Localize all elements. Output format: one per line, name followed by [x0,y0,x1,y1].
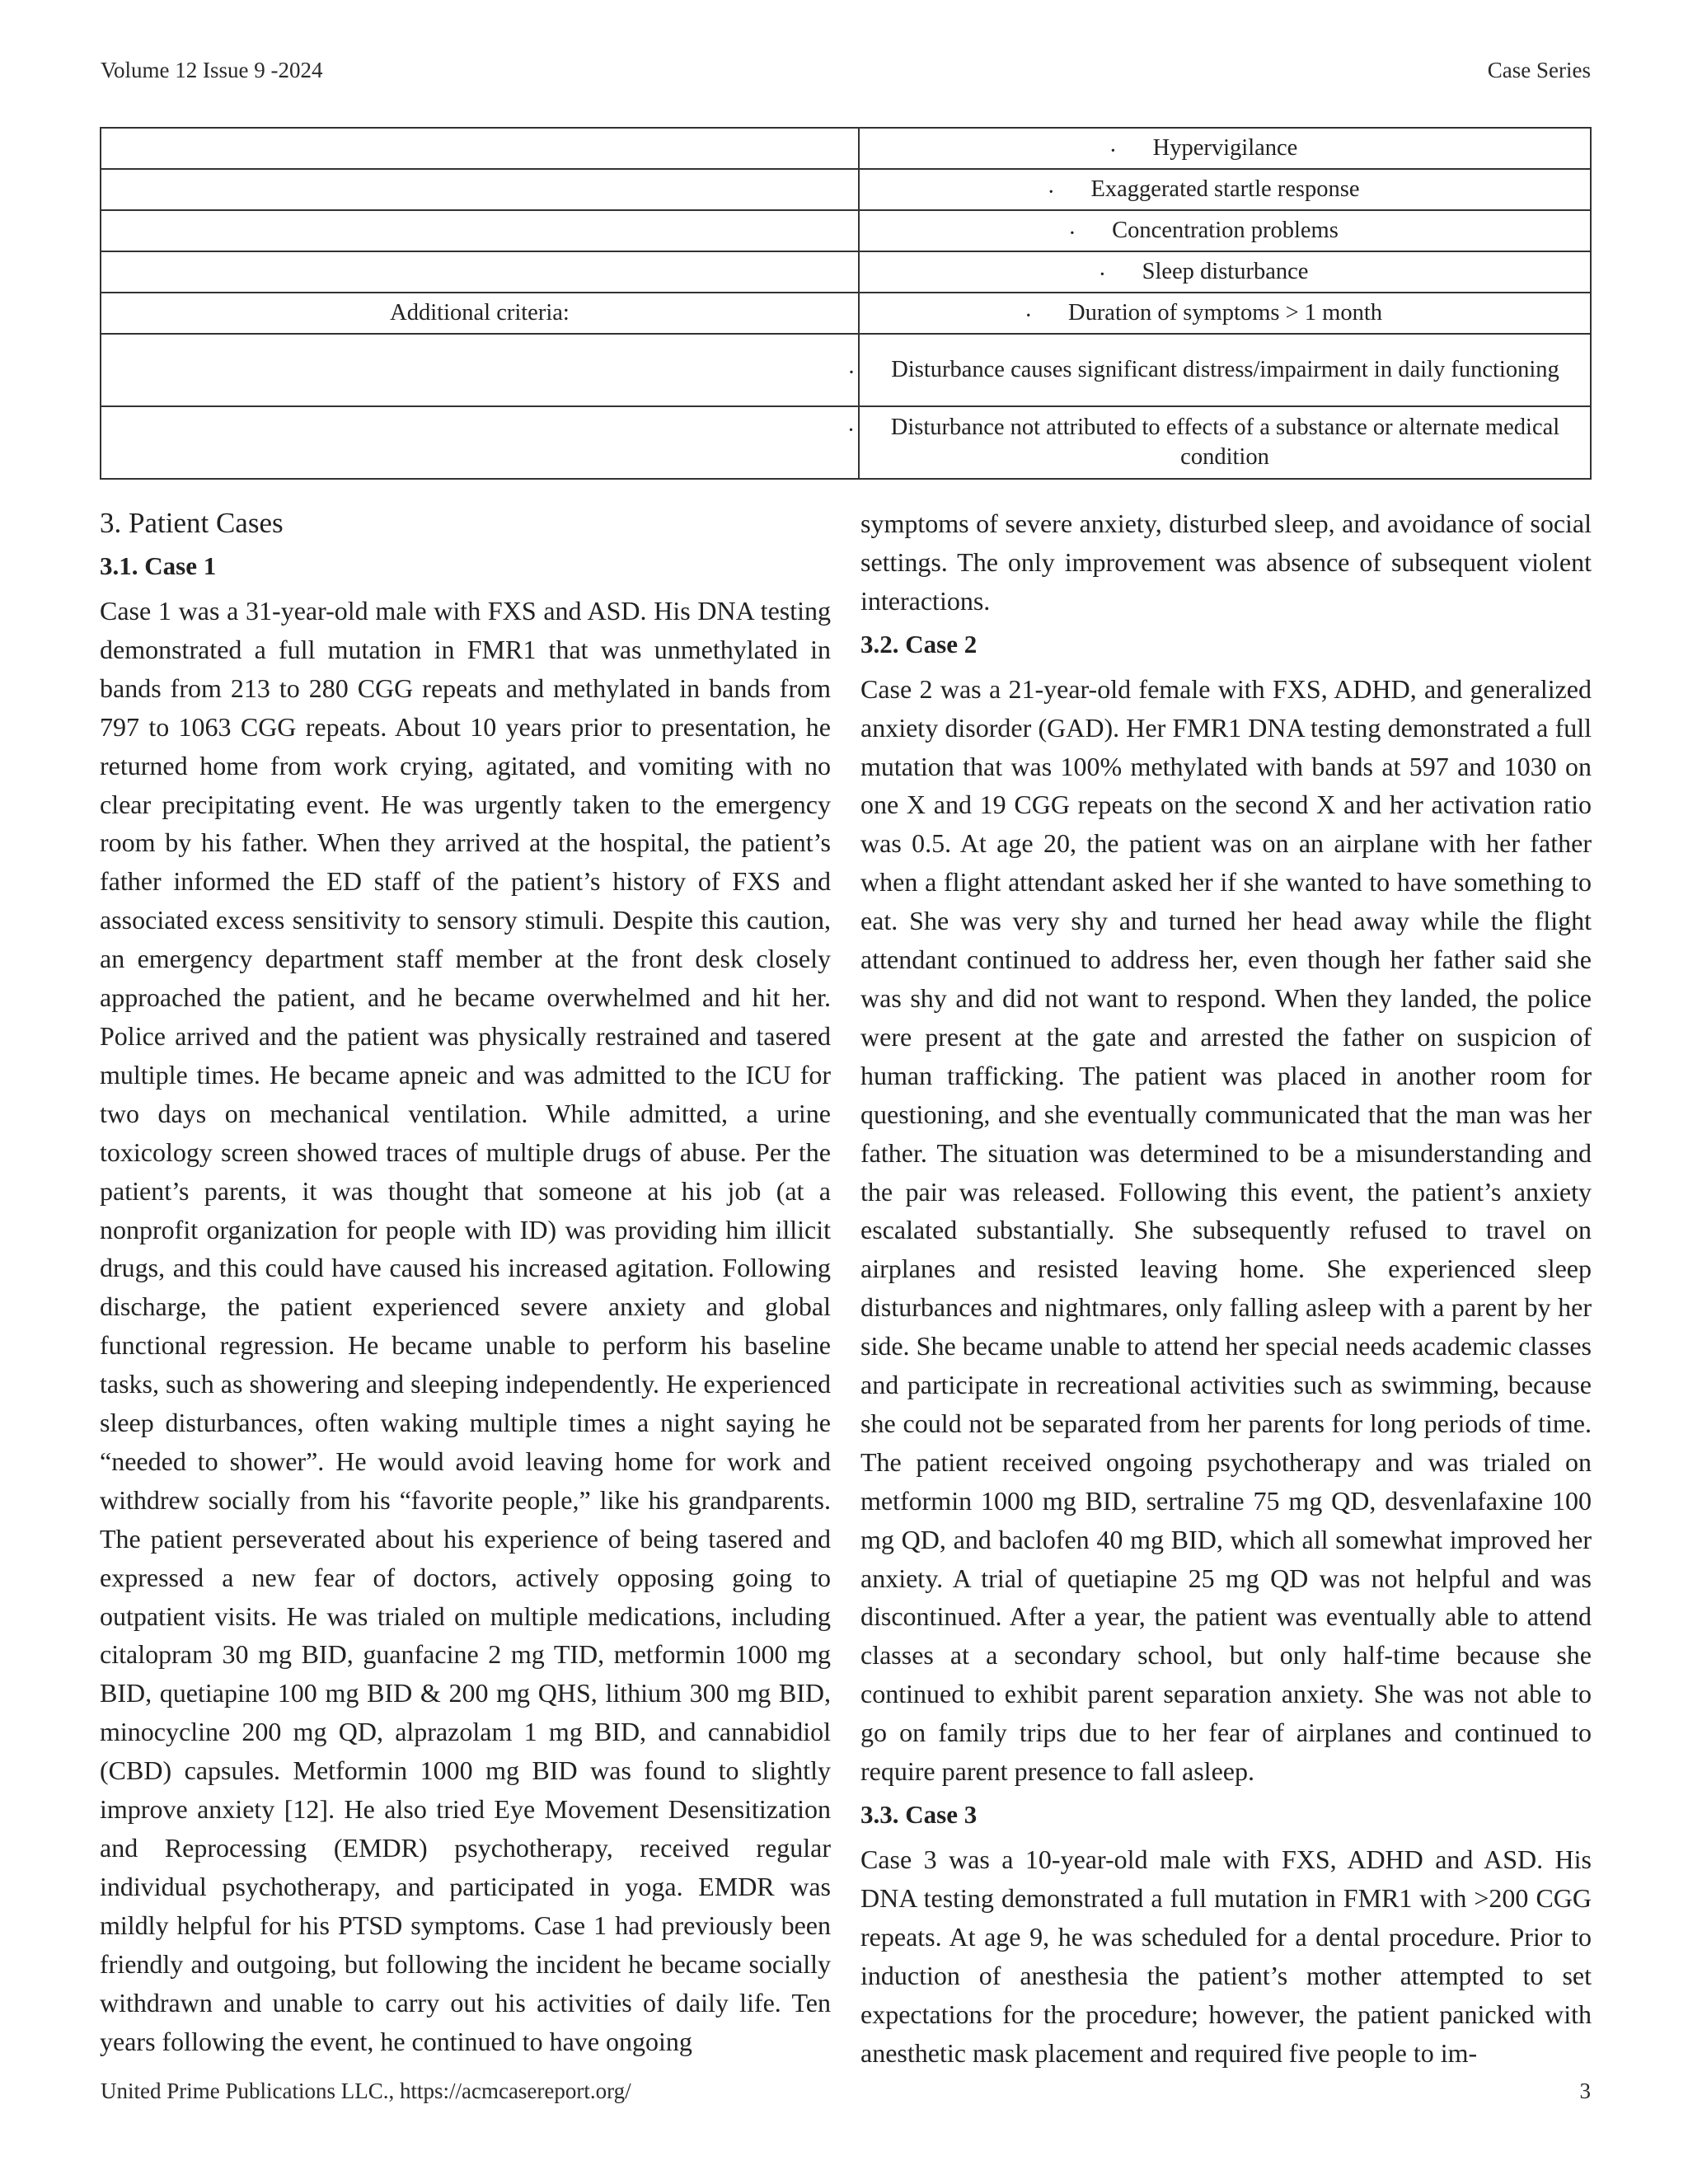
section-title: 3. Patient Cases [100,507,284,539]
table-row [101,210,1591,251]
table-cell-left [101,128,859,169]
criteria-table [100,127,1592,480]
table-row [101,128,1591,169]
criterion-text: Hypervigilance [1152,135,1298,161]
criterion-text: Concentration problems [1112,218,1339,243]
case1-paragraph-continued: symptoms of severe anxiety, disturbed sleep, and avoidance of social settings. The only improvement was absence of subsequent violent interactions. [860,509,1592,616]
table-row [101,293,1591,334]
table-cell-left [101,334,859,406]
bullet-icon: · [847,360,856,386]
table-cell-left [101,406,859,479]
publisher-footer: United Prime Publications LLC., https://acmcasereport.org/ [101,2079,631,2103]
bullet-icon: · [1047,180,1055,205]
left-column [100,504,831,2060]
case1-paragraph: Case 1 was a 31-year-old male with FXS and ASD. His DNA testing demonstrated a full mutation in FMR1 that was unmethylated in bands from 213 to 280 CGG repeats and methylated in bands from 797 to 1063 CGG repeats. About 10 years prior to presentation, he returned home from work crying, agitated, and vomiting with no clear precipitating event. He was urgently taken to the emergency room by his father. When they arrived at the hospital, the patient’s father informed the ED staff of the patient’s history of FXS and associated excess sensitivity to sensory stimuli. Despite this caution, an emergency department staff member at the front desk closely approached the patient, and he became overwhelmed and hit her. Police arrived and the patient was physically restrained and tasered multiple times. He became apneic and was admitted to the ICU for two days on mechanical ventilation. While admitted, a urine toxicology screen showed traces of multiple drugs of abuse. Per the patient’s parents, it was thought that someone at his job (at a nonprofit organization for people with ID) was providing him illicit drugs, and this could have caused his increased agitation. Following discharge, the patient experienced severe anxiety and global functional regression. He became unable to perform his baseline tasks, such as showering and sleeping independently. He experienced sleep disturbances, often waking multiple times a night saying he “needed to shower”. He would avoid leaving home for work and withdrew socially from his “favorite people,” like his grandparents. The patient perseverated about his experience of being tasered and expressed a new fear of doctors, actively opposing going to outpatient visits. He was trialed on multiple medications, including citalopram 30 mg BID, guanfacine 2 mg TID, metformin 1000 mg BID, quetiapine 100 mg BID & 200 mg QHS, lithium 300 mg BID, minocycline 200 mg QD, alprazolam 1 mg BID, and cannabidiol (CBD) capsules. Metformin 1000 mg BID was found to slightly improve anxiety [12]. He also tried Eye Movement Desensitization and Reprocessing (EMDR) psychotherapy, received regular individual psychotherapy, and participated in yoga. EMDR was mildly helpful for his PTSD symptoms. Case 1 had previously been friendly and outgoing, but following the incident he became socially withdrawn and unable to carry out his activities of daily life. Ten years following the event, he continued to have ongoing [100,596,831,2056]
case3-heading: 3.3. Case 3 [860,1800,978,1829]
page-number: 3 [1579,2079,1591,2103]
article-type: Case Series [1487,58,1591,82]
journal-volume: Volume 12 Issue 9 -2024 [101,58,323,82]
table-cell-right [847,334,1591,406]
case2-heading: 3.2. Case 2 [860,629,978,658]
case3-paragraph: Case 3 was a 10-year-old male with FXS, ADHD and ASD. His DNA testing demonstrated a full mutation in FMR1 with >200 CGG repeats. At age 9, he was scheduled for a dental procedure. Prior to induction of anesthesia the patient’s mother attempted to set expectations for the procedure; however, the patient panicked with anesthetic mask placement and required five people to im- [860,1844,1592,2068]
additional-criteria-label: Additional criteria: [101,293,859,334]
table-cell-right [859,293,1591,334]
bullet-icon: · [1098,262,1107,288]
criterion-text: Sleep disturbance [1142,259,1309,284]
criterion-text: Disturbance causes significant distress/impairment in daily functioning [891,357,1559,382]
criterion-text: Duration of symptoms > 1 month [1067,300,1383,326]
bullet-icon: · [1109,138,1118,164]
table-cell-right [859,169,1591,210]
table-cell-left [101,169,859,210]
table-cell-right [859,251,1591,293]
bullet-icon: · [846,418,856,443]
right-column [860,504,1592,2072]
bullet-icon: · [1068,221,1076,246]
table-row [101,169,1591,210]
case2-paragraph: Case 2 was a 21-year-old female with FXS, ADHD, and generalized anxiety disorder (GAD). Her FMR1 DNA testing demonstrated a full mutation that was 100% methylated with bands at 597 and 1030 on one X and 19 CGG repeats on the second X and her activation ratio was 0.5. At age 20, the patient was on an airplane with her father when a flight attendant asked her if she wanted to have something to eat. She was very shy and turned her head away while the flight attendant continued to address her, even though her father said she was shy and did not want to respond. When they landed, the police were present at the gate and arrested the father on suspicion of human trafficking. The patient was placed in another room for questioning, and she eventually communicated that the man was her father. The situation was determined to be a misunderstanding and the pair was released. Following this event, the patient’s anxiety escalated substantially. She subsequently refused to travel on airplanes and resisted leaving home. She experienced sleep disturbances and nightmares, only falling asleep with a parent by her side. She became unable to attend her special needs academic classes and participate in recreational activities such as swimming, because she could not be separated from her parents for long periods of time. The patient received ongoing psychotherapy and was trialed on metformin 1000 mg BID, sertraline 75 mg QD, desvenlafaxine 100 mg QD, and baclofen 40 mg BID, which all somewhat improved her anxiety. A trial of quetiapine 25 mg QD was not helpful and was discontinued. After a year, the patient was eventually able to attend classes at a secondary school, but only half-time because she continued to exhibit parent separation anxiety. She was not able to go on family trips due to her fear of airplanes and continued to require parent presence to fall asleep. [860,673,1592,1787]
table-row [101,406,1591,479]
table-cell-right [859,128,1591,169]
table-row [101,251,1591,293]
case1-heading: 3.1. Case 1 [100,551,217,580]
table-row [101,334,1591,406]
criterion-text: Disturbance not attributed to effects of a substance or alternate medical condition [890,415,1560,470]
table-cell-left [101,210,859,251]
table-cell-right [846,406,1591,479]
table-cell-right [859,210,1591,251]
bullet-icon: · [1024,303,1033,329]
criterion-text: Exaggerated startle response [1090,176,1360,202]
table-cell-left [101,251,859,293]
